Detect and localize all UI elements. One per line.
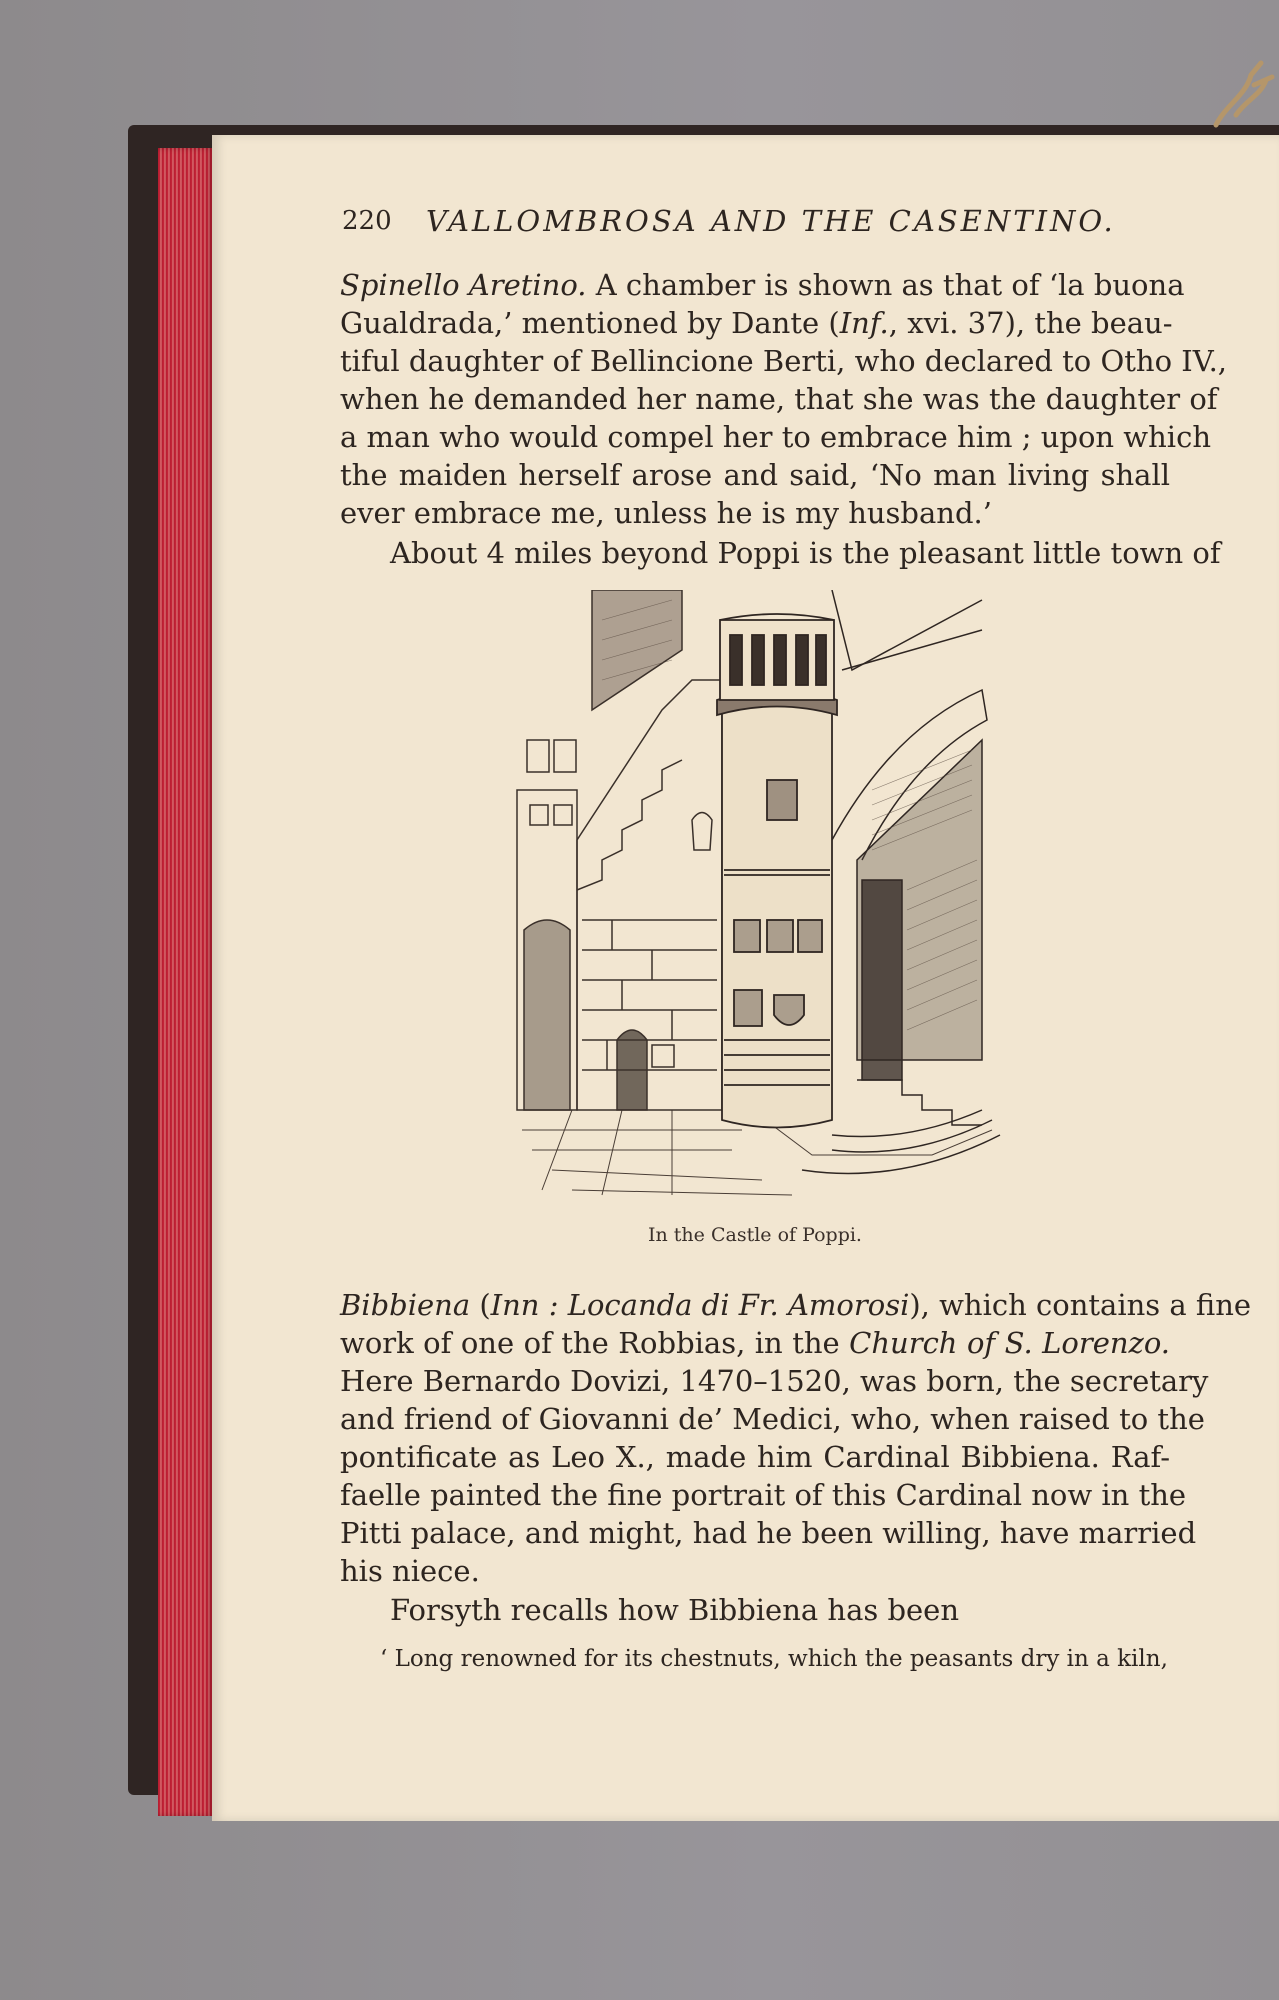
text-run: ever embrace me, unless he is my husband.’ (340, 496, 992, 530)
text-run: pontificate as Leo X., made him Cardinal Bibbiena. Raf- (340, 1440, 1170, 1474)
italic-text: Church of S. Lorenzo. (849, 1326, 1170, 1360)
page-number: 220 (342, 206, 392, 236)
italic-text: Inn : Locanda di Fr. Amorosi (490, 1288, 910, 1322)
text-run: tiful daughter of Bellincione Berti, who declared to Otho IV., (340, 344, 1228, 378)
text-line (340, 1286, 1252, 1324)
text-run: , xvi. 37), the beau- (888, 306, 1173, 340)
page-edges (158, 148, 214, 1816)
text-run: Here Bernardo Dovizi, 1470–1520, was born, the secretary (340, 1364, 1209, 1398)
text-line (340, 342, 1228, 380)
quotation-line: ‘ Long renowned for its chestnuts, which the peasants dry in a kiln, (380, 1646, 1168, 1672)
text-line (340, 380, 1218, 418)
text-run: his niece. (340, 1554, 480, 1588)
text-run: ), which contains a fine (909, 1288, 1252, 1322)
running-header (340, 200, 1170, 240)
text-run: a man who would compel her to embrace him ; upon which (340, 420, 1212, 454)
paragraph-4 (340, 1591, 1170, 1631)
text-line: About 4 miles beyond Poppi is the pleasant little town of (390, 536, 1221, 570)
text-run: A chamber is shown as that of ‘la buona (586, 268, 1185, 302)
text-line (340, 1438, 1170, 1476)
text-line (340, 1514, 1197, 1552)
text-run: when he demanded her name, that she was the daughter of (340, 382, 1218, 416)
paragraph-1 (340, 266, 1228, 536)
italic-text: Bibbiena (340, 1288, 471, 1322)
ribbon-bookmark (1206, 55, 1276, 135)
text-run: the maiden herself arose and said, ‘No man living shall (340, 458, 1170, 492)
italic-text: Spinello Aretino. (340, 268, 587, 302)
text-run: ( (470, 1288, 491, 1322)
text-line: Forsyth recalls how Bibbiena has been (390, 1593, 960, 1627)
text-run: faelle painted the fine portrait of this Cardinal now in the (340, 1478, 1187, 1512)
text-line (340, 494, 1170, 532)
text-run: Gualdrada,’ mentioned by Dante ( (340, 306, 840, 340)
text-line (340, 1362, 1209, 1400)
text-line (340, 1324, 1170, 1362)
paragraph-3 (340, 1286, 1252, 1596)
text-line (340, 1400, 1205, 1438)
running-title: VALLOMBROSA AND THE CASENTINO. (426, 204, 1116, 238)
text-line (340, 418, 1212, 456)
text-line (340, 1552, 1170, 1590)
italic-text: Inf. (839, 306, 889, 340)
text-run: Pitti palace, and might, had he been willing, have married (340, 1516, 1197, 1550)
text-line (340, 266, 1185, 304)
text-line (340, 1476, 1187, 1514)
text-run: work of one of the Robbias, in the (340, 1326, 850, 1360)
paragraph-2 (340, 534, 1221, 574)
text-line (340, 456, 1170, 494)
figure-caption: In the Castle of Poppi. (648, 1224, 862, 1246)
text-run: and friend of Giovanni de’ Medici, who, when raised to the (340, 1402, 1205, 1436)
text-line (340, 304, 1173, 342)
castle-illustration (512, 590, 1008, 1200)
